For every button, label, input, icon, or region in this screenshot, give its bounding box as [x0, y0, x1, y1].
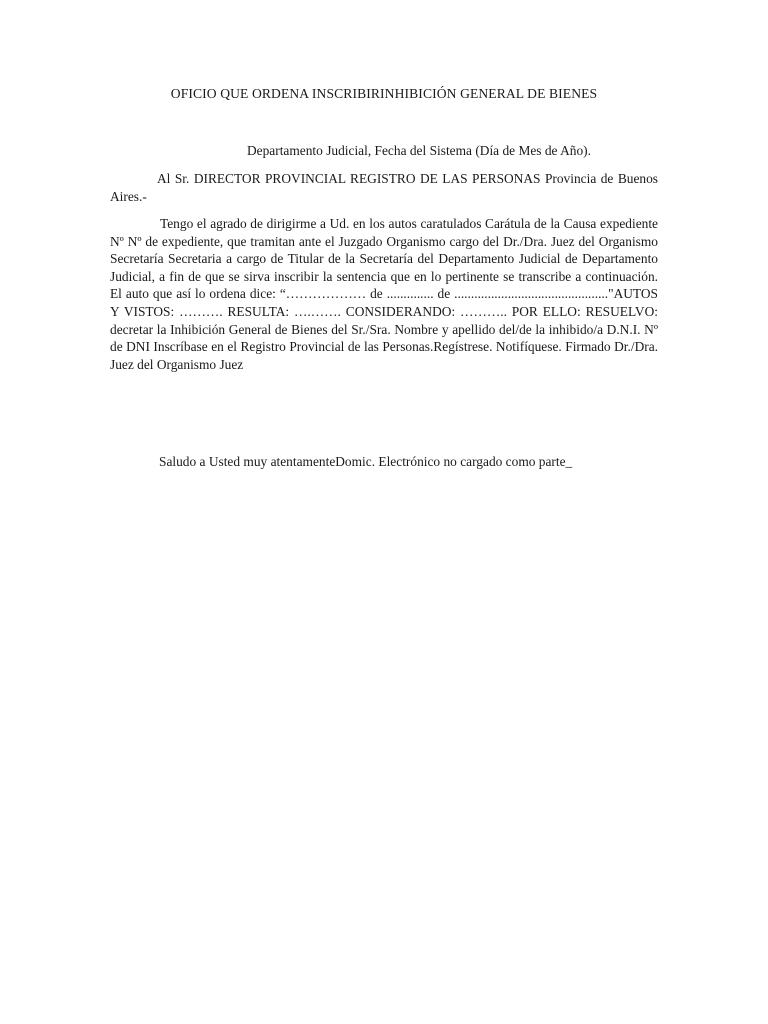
body-paragraph: Tengo el agrado de dirigirme a Ud. en los autos caratulados Carátula de la Causa expediente Nº Nº de expediente, que tramitan ante el Juzgado Organismo cargo del Dr./Dra. Juez del Organismo Secretaría Secretaria a cargo de Titular de la Secretaría del Departamento Judicial de Departamento Judicial, a fin de que se sirva inscribir la sentencia que en lo pertinente se transcribe a continuación. El auto que así lo ordena dice: “……………… de .............. de .............................................."AUTOS Y VISTOS: ………. RESULTA: ….……. CONSIDERANDO: ……….. POR ELLO: RESUELVO: decretar la Inhibición General de Bienes del Sr./Sra. Nombre y apellido del/de la inhibido/a D.N.I. Nº de DNI Inscríbase en el Registro Provincial de las Personas.Regístrese. Notifíquese. Firmado Dr./Dra. Juez del Organismo Juez — [110, 216, 658, 372]
document-title: OFICIO QUE ORDENA INSCRIBIRINHIBICIÓN GENERAL DE BIENES — [170, 86, 598, 101]
closing-line: Saludo a Usted muy atentamenteDomic. Electrónico no cargado como parte_ — [159, 454, 573, 469]
dateline: Departamento Judicial, Fecha del Sistema (Día de Mes de Año). — [247, 143, 591, 158]
addressee-paragraph: Al Sr. DIRECTOR PROVINCIAL REGISTRO DE LAS PERSONAS Provincia de Buenos Aires.- — [110, 171, 658, 204]
